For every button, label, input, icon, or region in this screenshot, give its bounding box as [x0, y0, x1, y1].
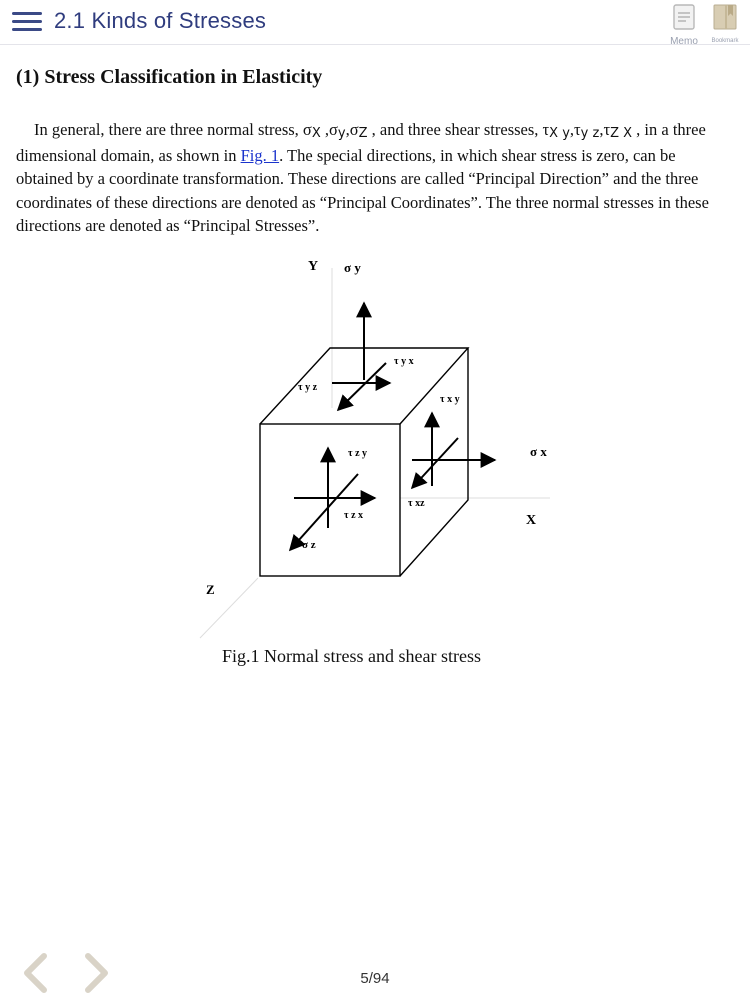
memo-button[interactable]: [664, 4, 704, 47]
bookmark-icon: [712, 4, 738, 30]
subscript: Z X: [610, 126, 633, 141]
sigma-y-label: σ y: [344, 260, 361, 275]
y-axis-label: Y: [308, 259, 319, 274]
text-run: , in a three dimensional domain, as shown in: [16, 120, 706, 165]
subscript: y: [337, 126, 346, 141]
sigma-x-label: σ x: [530, 444, 547, 459]
text-run: In general, there are three normal stress, σ: [34, 120, 312, 139]
stress-cube-diagram: [190, 248, 570, 648]
text-run: , and three shear stresses, τ: [367, 120, 550, 139]
tau-yz-label: τ y z: [298, 382, 318, 393]
memo-label: Memo: [670, 36, 698, 47]
subscript: X: [311, 126, 321, 141]
hamburger-menu-icon[interactable]: [12, 10, 42, 34]
bookmark-label: Bookmark: [711, 38, 739, 44]
body-paragraph: [16, 118, 728, 238]
tau-xz-label: τ xz: [408, 498, 425, 509]
paragraph-text: [16, 118, 728, 238]
text-run: ,τ: [569, 120, 581, 139]
section-heading: (1) Stress Classification in Elasticity: [16, 66, 323, 88]
subscript: y z: [580, 126, 600, 141]
text-run: . The special directions, in which shear stress is zero, can be obtained by a coordinate transformation. These directions are called “Principal Direction” and the three coordinates of these directions are denoted as “Principal Coordinates”. The three normal stresses in these directions are denoted as “Principal Stresses”.: [16, 145, 709, 235]
tau-zx-label: τ z x: [344, 510, 364, 521]
text-run: ,σ: [345, 120, 359, 139]
tau-yx-arrow: [338, 363, 386, 410]
memo-icon: [672, 4, 696, 30]
tau-zy-label: τ z y: [348, 448, 368, 459]
text-run: ,σ: [320, 120, 338, 139]
subscript: Z: [358, 126, 368, 141]
z-axis-label: Z: [206, 582, 215, 597]
tau-xy-label: τ x y: [440, 394, 460, 405]
x-axis-label: X: [526, 513, 537, 528]
top-bar: [0, 0, 750, 45]
sigma-z-label: σ z: [302, 539, 316, 551]
tau-yx-label: τ y x: [394, 356, 414, 367]
subscript: X y: [549, 126, 570, 141]
page-number: 5/94: [360, 970, 390, 987]
fig-1-link[interactable]: Fig. 1: [240, 145, 280, 165]
bookmark-button[interactable]: [704, 4, 746, 44]
stress-cube-figure: [190, 248, 570, 648]
figure-caption: Fig.1 Normal stress and shear stress: [222, 646, 481, 666]
page-title: 2.1 Kinds of Stresses: [54, 8, 267, 33]
text-run: ,τ: [599, 120, 611, 139]
tau-xz-arrow: [412, 438, 458, 488]
